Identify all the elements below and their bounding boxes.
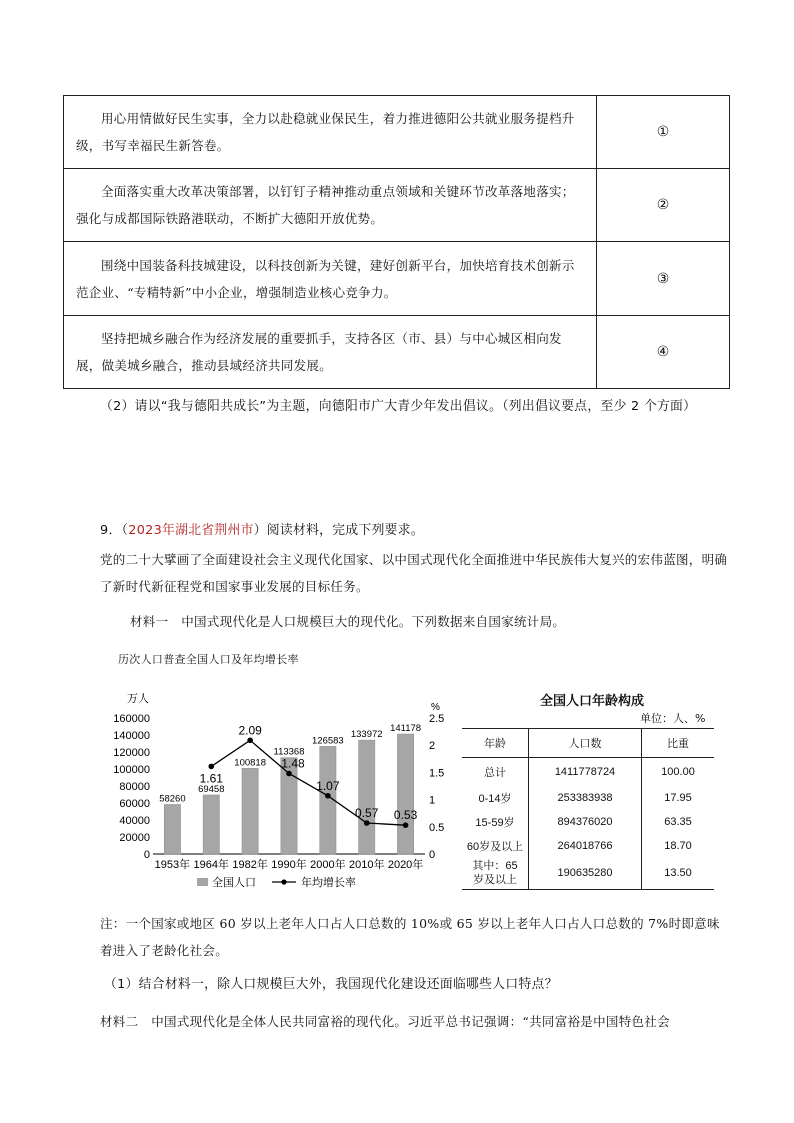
bar-1982年: [242, 768, 258, 854]
x-tick-label: 1990年: [271, 859, 307, 871]
x-tick-label: 1964年: [193, 859, 230, 871]
table-row: [64, 169, 730, 242]
bar-1953年: [164, 804, 180, 854]
count-cell: 1411778724: [529, 758, 642, 786]
bar-1964年: [203, 795, 219, 854]
population-chart: [105, 690, 450, 895]
y2-tick-label: 2.5: [429, 713, 445, 725]
age-table-unit: 单位：人、%: [640, 712, 706, 725]
bar-2020年: [397, 734, 413, 854]
header-cell: 人口数: [529, 729, 642, 758]
table-row: [462, 810, 714, 834]
x-tick-label: 1982年: [232, 859, 268, 871]
table-row: [64, 316, 730, 389]
policy-text: 用心用情做好民生实事，全力以赴稳就业保民生，着力推进德阳公共就业服务提档升级，书写幸福民生新答卷。: [64, 96, 597, 169]
header-cell: 年龄: [462, 729, 529, 758]
count-cell: 264018766: [529, 834, 642, 858]
bar-data-label: 113368: [273, 746, 305, 758]
y-tick-label: 160000: [113, 713, 150, 725]
ratio-cell: 18.70: [664, 839, 692, 852]
bar-data-label: 141178: [390, 722, 422, 734]
bar-data-label: 58260: [159, 793, 186, 805]
policy-number: ③: [597, 242, 730, 316]
material-2: 材料二 中国式现代化是全体人民共同富裕的现代化。习近平总书记强调：“共同富裕是中国特色社会: [100, 1014, 670, 1029]
y2-tick-label: 1.5: [429, 767, 445, 780]
bar-data-label: 126583: [312, 735, 344, 747]
growth-rate-point: [247, 738, 253, 744]
growth-rate-point: [403, 822, 409, 828]
question-source: 2023年湖北省荆州市: [128, 523, 254, 538]
count-cell: 894376020: [529, 810, 642, 834]
bar-data-label: 133972: [350, 729, 383, 741]
y-tick-label: 140000: [113, 730, 150, 742]
y-axis-label: 万人: [127, 693, 149, 705]
policy-number: ④: [597, 316, 730, 389]
growth-rate-label: 0.53: [393, 808, 418, 823]
legend-line-marker: [281, 879, 286, 884]
y-tick-label: 120000: [113, 747, 150, 759]
growth-rate-label: 1.61: [199, 771, 223, 786]
note-paragraph: 注：一个国家或地区 60 岁以上老年人口占人口总数的 10%或 65 岁以上老年人口占人口总数的 7%时即意味着进入了老龄化社会。: [100, 916, 720, 958]
table-row: [462, 834, 714, 858]
policy-number: ①: [597, 96, 730, 169]
y2-tick-label: 1: [429, 794, 436, 807]
question-1: （1）结合材料一，除人口规模巨大外，我国现代化建设还面临哪些人口特点？: [104, 977, 558, 992]
age-cell: 0-14岁: [478, 792, 512, 805]
growth-rate-point: [286, 771, 292, 777]
y2-tick-label: 2: [429, 740, 436, 753]
intro-paragraph: [100, 546, 730, 600]
y-tick-label: 80000: [119, 781, 150, 793]
y-tick-label: 40000: [119, 815, 150, 827]
question-2: （2）请以“我与德阳共成长”为主题，向德阳市广大青少年发出倡议。（列出倡议要点，至少 2 个方面）: [100, 399, 697, 414]
material-1: 材料一 中国式现代化是人口规模巨大的现代化。下列数据来自国家统计局。: [130, 614, 566, 629]
ratio-cell: 13.50: [642, 858, 715, 890]
count-cell: 253383938: [529, 786, 642, 810]
table-row: [462, 786, 714, 810]
table-row: [64, 96, 730, 169]
chart-title: 历次人口普查全国人口及年均增长率: [118, 653, 299, 666]
ratio-cell: 63.35: [664, 815, 692, 828]
bar-data-label: 100818: [234, 757, 266, 769]
y-tick-label: 100000: [113, 764, 150, 776]
policy-text: 全面落实重大改革决策部署，以钉钉子精神推动重点领域和关键环节改革落地落实；强化与成都国际铁路港联动，不断扩大德阳开放优势。: [64, 169, 597, 242]
bar-2010年: [359, 740, 375, 854]
y2-tick-label: 0.5: [429, 821, 445, 834]
growth-rate-label: 2.09: [238, 723, 262, 738]
question-instruction: ）阅读材料，完成下列要求。: [253, 523, 424, 538]
bar-data-label: 69458: [198, 783, 225, 795]
x-tick-label: 2020年: [387, 859, 424, 871]
y-tick-label: 0: [143, 849, 150, 861]
policy-text: 坚持把城乡融合作为经济发展的重要抓手，支持各区（市、县）与中心城区相向发展，做美城乡融合，推动县域经济共同发展。: [64, 316, 597, 389]
age-cell: 总计: [484, 766, 506, 779]
question-9: [100, 517, 740, 544]
x-tick-label: 2010年: [348, 859, 385, 871]
legend-line-label: 年均增长率: [301, 877, 356, 889]
x-tick-label: 1953年: [154, 859, 191, 871]
ratio-cell: 100.00: [661, 765, 695, 778]
growth-rate-point: [325, 793, 331, 799]
growth-rate-label: 1.07: [316, 778, 340, 793]
ratio-cell: 17.95: [664, 791, 692, 804]
table-row: [462, 858, 714, 890]
policy-text: 围绕中国装备科技城建设，以科技创新为关键，建好创新平台，加快培育技术创新示范企业、“专精特新”中小企业，增强制造业核心竞争力。: [64, 242, 597, 316]
table-row: [64, 242, 730, 316]
question-number: 9．（: [100, 523, 129, 538]
y-tick-label: 20000: [119, 832, 150, 844]
growth-rate-label: 0.57: [355, 805, 379, 820]
intro-text: 党的二十大擘画了全面建设社会主义现代化国家、以中国式现代化全面推进中华民族伟大复兴的宏伟蓝图，明确了新时代新征程党和国家事业发展的目标任务。: [100, 552, 728, 594]
age-table: [462, 728, 714, 890]
legend-bar-label: 全国人口: [212, 877, 256, 889]
age-cell: 15-59岁: [475, 816, 515, 829]
policy-number: ②: [597, 169, 730, 242]
y-tick-label: 60000: [119, 798, 150, 810]
age-table-title: 全国人口年龄构成: [540, 694, 645, 709]
legend-bar-swatch: [197, 878, 208, 886]
x-tick-label: 2000年: [310, 859, 346, 871]
age-cell: 60岁及以上: [466, 840, 524, 853]
growth-rate-point: [364, 820, 370, 826]
header-cell: 比重: [642, 729, 715, 758]
table-row: [462, 758, 714, 786]
count-cell: 190635280: [529, 858, 642, 890]
table-header-row: [462, 729, 714, 758]
age-cell: 其中：65 岁及以上: [462, 858, 529, 890]
policy-table: [63, 95, 730, 389]
growth-rate-label: 1.48: [281, 756, 305, 771]
growth-rate-point: [208, 764, 214, 770]
y2-axis-label: %: [431, 702, 440, 713]
y2-tick-label: 0: [429, 849, 436, 861]
